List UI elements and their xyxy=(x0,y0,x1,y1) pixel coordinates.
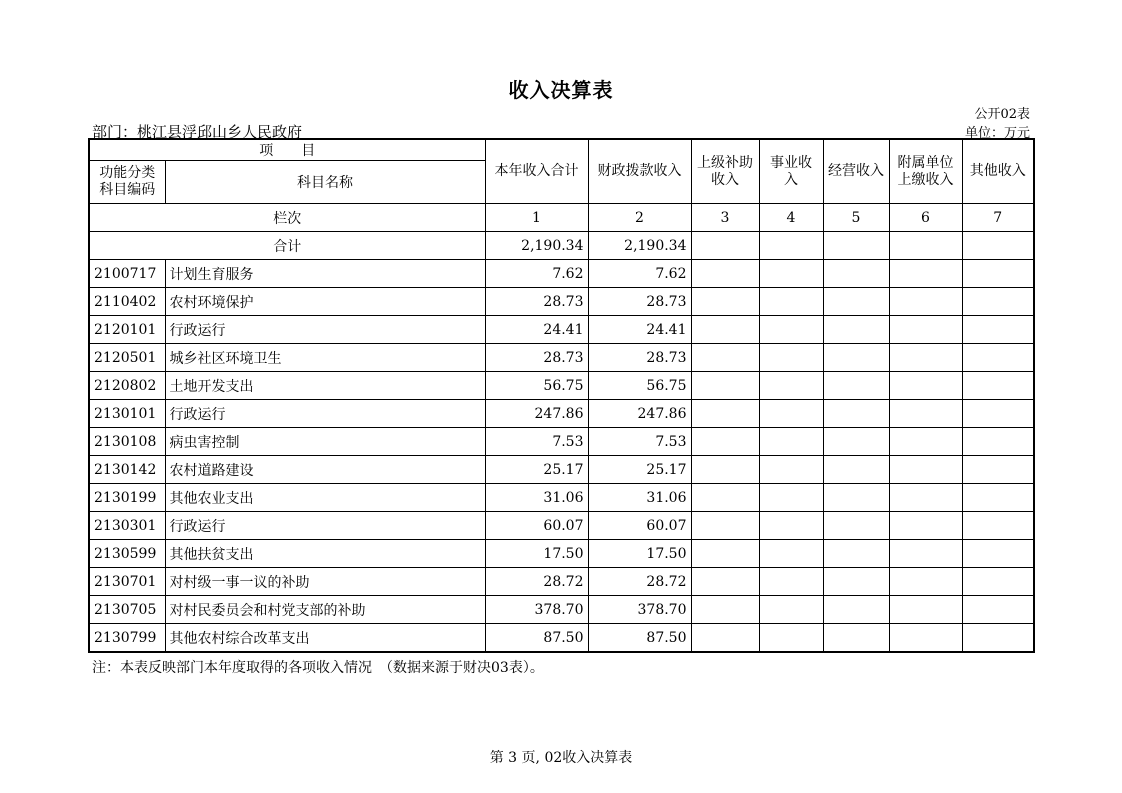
row-col3 xyxy=(691,512,759,540)
row-col1: 28.72 xyxy=(485,568,588,596)
row-col1: 24.41 xyxy=(485,316,588,344)
row-col4 xyxy=(759,568,823,596)
row-col1: 60.07 xyxy=(485,512,588,540)
index-col3: 3 xyxy=(691,204,759,232)
row-col4 xyxy=(759,400,823,428)
row-col2: 87.50 xyxy=(588,624,691,653)
row-col3 xyxy=(691,400,759,428)
row-col7 xyxy=(962,344,1034,372)
row-col1: 378.70 xyxy=(485,596,588,624)
row-col3 xyxy=(691,456,759,484)
row-col3 xyxy=(691,596,759,624)
income-table xyxy=(88,138,1035,653)
header-col4: 事业收入 xyxy=(759,139,823,204)
row-col2: 247.86 xyxy=(588,400,691,428)
table-row xyxy=(89,428,1034,456)
table-row xyxy=(89,344,1034,372)
row-code: 2120802 xyxy=(89,372,165,400)
row-col2: 28.73 xyxy=(588,344,691,372)
row-col6 xyxy=(889,372,962,400)
table-row xyxy=(89,456,1034,484)
row-col2: 28.72 xyxy=(588,568,691,596)
row-col6 xyxy=(889,456,962,484)
header-subject-name: 科目名称 xyxy=(165,161,485,204)
total-col5 xyxy=(823,232,889,260)
row-subject-name: 病虫害控制 xyxy=(165,428,485,456)
row-col2: 60.07 xyxy=(588,512,691,540)
row-col3 xyxy=(691,540,759,568)
table-row xyxy=(89,624,1034,653)
row-col1: 28.73 xyxy=(485,288,588,316)
row-col5 xyxy=(823,372,889,400)
row-col4 xyxy=(759,624,823,653)
row-code: 2130142 xyxy=(89,456,165,484)
row-col4 xyxy=(759,540,823,568)
row-col4 xyxy=(759,372,823,400)
table-row xyxy=(89,372,1034,400)
index-col1: 1 xyxy=(485,204,588,232)
header-col3: 上级补助 收入 xyxy=(691,139,759,204)
row-col2: 17.50 xyxy=(588,540,691,568)
row-col7 xyxy=(962,484,1034,512)
row-col4 xyxy=(759,344,823,372)
row-code: 2130705 xyxy=(89,596,165,624)
row-col2: 7.62 xyxy=(588,260,691,288)
row-col6 xyxy=(889,400,962,428)
row-col2: 25.17 xyxy=(588,456,691,484)
form-number: 公开02表 xyxy=(974,107,1030,122)
row-col6 xyxy=(889,288,962,316)
row-col7 xyxy=(962,596,1034,624)
row-subject-name: 城乡社区环境卫生 xyxy=(165,344,485,372)
row-col3 xyxy=(691,260,759,288)
table-row xyxy=(89,540,1034,568)
row-col4 xyxy=(759,316,823,344)
row-subject-name: 对村民委员会和村党支部的补助 xyxy=(165,596,485,624)
row-col2: 56.75 xyxy=(588,372,691,400)
total-col7 xyxy=(962,232,1034,260)
row-col4 xyxy=(759,260,823,288)
row-code: 2120101 xyxy=(89,316,165,344)
row-code: 2130108 xyxy=(89,428,165,456)
row-col5 xyxy=(823,456,889,484)
row-col5 xyxy=(823,260,889,288)
index-col4: 4 xyxy=(759,204,823,232)
row-col1: 25.17 xyxy=(485,456,588,484)
row-col7 xyxy=(962,540,1034,568)
index-col5: 5 xyxy=(823,204,889,232)
row-subject-name: 行政运行 xyxy=(165,316,485,344)
row-col5 xyxy=(823,344,889,372)
row-col4 xyxy=(759,512,823,540)
row-col2: 31.06 xyxy=(588,484,691,512)
row-subject-name: 其他农业支出 xyxy=(165,484,485,512)
row-col6 xyxy=(889,316,962,344)
index-row-label: 栏次 xyxy=(89,204,485,232)
table-row xyxy=(89,512,1034,540)
row-col6 xyxy=(889,484,962,512)
row-subject-name: 行政运行 xyxy=(165,512,485,540)
row-col5 xyxy=(823,316,889,344)
total-col6 xyxy=(889,232,962,260)
row-code: 2100717 xyxy=(89,260,165,288)
row-col4 xyxy=(759,456,823,484)
row-col2: 28.73 xyxy=(588,288,691,316)
header-col5: 经营收入 xyxy=(823,139,889,204)
row-code: 2130199 xyxy=(89,484,165,512)
row-col7 xyxy=(962,428,1034,456)
row-col1: 17.50 xyxy=(485,540,588,568)
row-col3 xyxy=(691,288,759,316)
row-col7 xyxy=(962,512,1034,540)
header-func-code: 功能分类 科目编码 xyxy=(89,161,165,204)
table-row xyxy=(89,484,1034,512)
row-col7 xyxy=(962,372,1034,400)
row-code: 2110402 xyxy=(89,288,165,316)
total-col1: 2,190.34 xyxy=(485,232,588,260)
row-col6 xyxy=(889,428,962,456)
header-item: 项 目 xyxy=(89,139,485,161)
row-subject-name: 其他农村综合改革支出 xyxy=(165,624,485,653)
row-col6 xyxy=(889,540,962,568)
row-col3 xyxy=(691,372,759,400)
row-code: 2130101 xyxy=(89,400,165,428)
header-col7: 其他收入 xyxy=(962,139,1034,204)
row-col5 xyxy=(823,596,889,624)
total-col3 xyxy=(691,232,759,260)
row-col7 xyxy=(962,260,1034,288)
row-col7 xyxy=(962,624,1034,653)
row-col3 xyxy=(691,316,759,344)
row-col3 xyxy=(691,624,759,653)
index-col2: 2 xyxy=(588,204,691,232)
row-subject-name: 计划生育服务 xyxy=(165,260,485,288)
department-label: 部门：桃江县浮邱山乡人民政府 xyxy=(92,123,303,141)
index-col7: 7 xyxy=(962,204,1034,232)
row-code: 2130799 xyxy=(89,624,165,653)
row-col5 xyxy=(823,512,889,540)
row-code: 2120501 xyxy=(89,344,165,372)
header-col1: 本年收入合计 xyxy=(485,139,588,204)
row-col3 xyxy=(691,428,759,456)
row-code: 2130301 xyxy=(89,512,165,540)
row-col4 xyxy=(759,428,823,456)
total-col2: 2,190.34 xyxy=(588,232,691,260)
row-col1: 7.62 xyxy=(485,260,588,288)
row-col1: 7.53 xyxy=(485,428,588,456)
row-col5 xyxy=(823,540,889,568)
row-col5 xyxy=(823,288,889,316)
row-col2: 378.70 xyxy=(588,596,691,624)
row-col7 xyxy=(962,568,1034,596)
unit-label: 单位：万元 xyxy=(964,126,1030,141)
row-col5 xyxy=(823,624,889,653)
row-col5 xyxy=(823,400,889,428)
row-col4 xyxy=(759,596,823,624)
page-title: 收入决算表 xyxy=(508,78,614,102)
row-subject-name: 其他扶贫支出 xyxy=(165,540,485,568)
row-col1: 31.06 xyxy=(485,484,588,512)
row-col4 xyxy=(759,484,823,512)
total-col4 xyxy=(759,232,823,260)
row-col2: 7.53 xyxy=(588,428,691,456)
table-row xyxy=(89,400,1034,428)
table-note: 注：本表反映部门本年度取得的各项收入情况 （数据来源于财决03表）。 xyxy=(92,660,544,676)
row-col1: 87.50 xyxy=(485,624,588,653)
table-row xyxy=(89,596,1034,624)
header-col2: 财政拨款收入 xyxy=(588,139,691,204)
table-row xyxy=(89,316,1034,344)
row-col6 xyxy=(889,344,962,372)
row-col1: 28.73 xyxy=(485,344,588,372)
row-col7 xyxy=(962,316,1034,344)
total-label: 合计 xyxy=(89,232,485,260)
row-col5 xyxy=(823,484,889,512)
row-col1: 56.75 xyxy=(485,372,588,400)
row-code: 2130701 xyxy=(89,568,165,596)
row-col6 xyxy=(889,624,962,653)
row-col6 xyxy=(889,260,962,288)
header-col6: 附属单位 上缴收入 xyxy=(889,139,962,204)
row-code: 2130599 xyxy=(89,540,165,568)
page-footer: 第 3 页, 02收入决算表 xyxy=(489,750,633,766)
row-col2: 24.41 xyxy=(588,316,691,344)
row-col3 xyxy=(691,484,759,512)
row-col7 xyxy=(962,288,1034,316)
table-row xyxy=(89,288,1034,316)
row-col7 xyxy=(962,400,1034,428)
row-col4 xyxy=(759,288,823,316)
row-col6 xyxy=(889,568,962,596)
row-subject-name: 农村环境保护 xyxy=(165,288,485,316)
row-col3 xyxy=(691,344,759,372)
row-col3 xyxy=(691,568,759,596)
row-col5 xyxy=(823,568,889,596)
row-col1: 247.86 xyxy=(485,400,588,428)
row-subject-name: 农村道路建设 xyxy=(165,456,485,484)
row-col7 xyxy=(962,456,1034,484)
row-subject-name: 土地开发支出 xyxy=(165,372,485,400)
row-subject-name: 行政运行 xyxy=(165,400,485,428)
table-row xyxy=(89,260,1034,288)
row-subject-name: 对村级一事一议的补助 xyxy=(165,568,485,596)
index-col6: 6 xyxy=(889,204,962,232)
table-row xyxy=(89,568,1034,596)
row-col6 xyxy=(889,596,962,624)
row-col5 xyxy=(823,428,889,456)
row-col6 xyxy=(889,512,962,540)
